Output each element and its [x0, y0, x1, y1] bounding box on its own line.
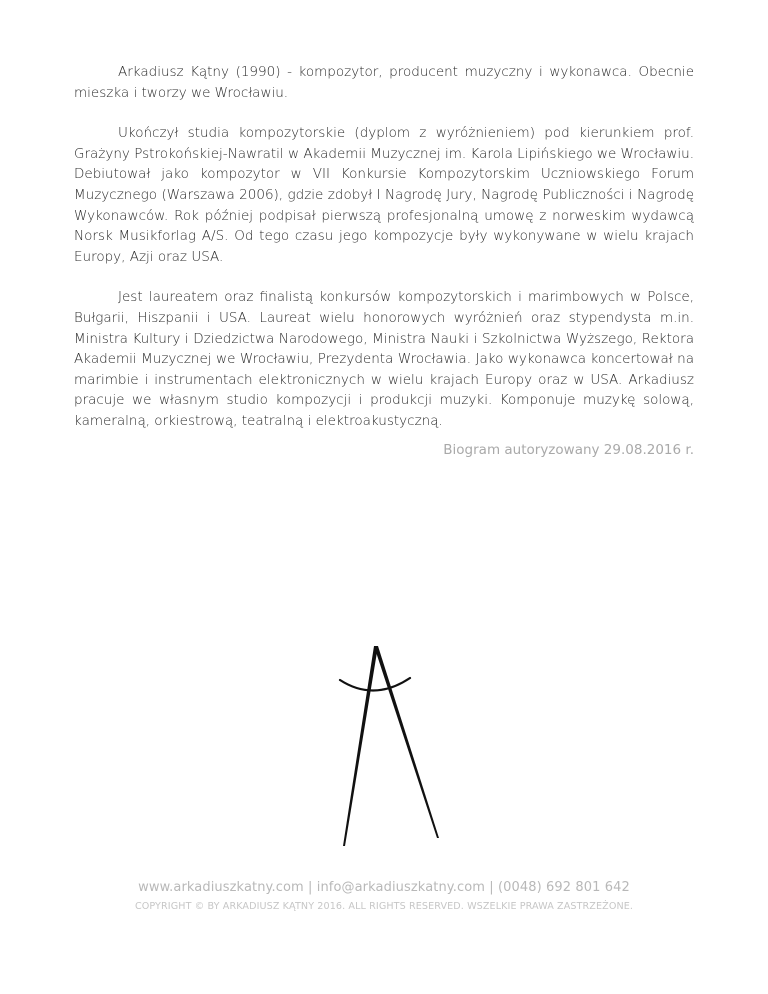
logo-arc-crossbar	[340, 678, 410, 691]
footer-copyright: COPYRIGHT © BY ARKADIUSZ KĄTNY 2016. ALL RIGHTS RESERVED. WSZELKIE PRAWA ZASTRZEŻONE.	[134, 901, 634, 912]
bio-paragraph-education: Ukończył studia kompozytorskie (dyplom z wyróżnieniem) pod kierunkiem prof. Grażyny Pstrokońskiej-Nawratil w Akademii Muzycznej im. Karola Lipińskiego we Wrocławiu. Debiutował jako kompozytor w VII Konkursie Kompozytorskim Uczniowskiego Forum Muzycznego (Warszawa 2006), gdzie zdobył I Nagrodę Jury, Nagrodę Publiczności i Nagrodę Wykonawców. Rok później podpisał pierwszą profesjonalną umowę z norweskim wydawcą Norsk Musikforlag A/S. Od tego czasu jego kompozycje były wykonywane w wielu krajach Europy, Azji oraz USA.	[74, 125, 694, 265]
bio-paragraph-intro: Arkadiusz Kątny (1990) - kompozytor, producent muzyczny i wykonawca. Obecnie mieszka i tworzy we Wrocławiu.	[74, 64, 694, 101]
biography-signature: Biogram autoryzowany 29.08.2016 r.	[443, 441, 694, 458]
logo-left-leg	[343, 646, 378, 846]
biography-section	[74, 62, 694, 460]
bio-paragraph-awards: Jest laureatem oraz finalistą konkursów kompozytorskich i marimbowych w Polsce, Bułgarii, Hiszpanii i USA. Laureat wielu honorowych wyróżnień oraz stypendysta m.in. Ministra Kultury i Dziedzictwa Narodowego, Ministra Nauki i Szkolnictwa Wyższego, Rektora Akademii Muzycznej we Wrocławiu, Prezydenta Wrocławia. Jako wykonawca koncertował na marimbie i instrumentach elektronicznych w wielu krajach Europy oraz w USA. Arkadiusz pracuje we własnym studio kompozycji i produkcji muzyki. Komponuje muzykę solową, kameralną, orkiestrową, teatralną i elektroakustyczną.	[74, 289, 694, 429]
logo-right-leg	[374, 646, 439, 838]
footer-contact: www.arkadiuszkatny.com | info@arkadiuszkatny.com | (0048) 692 801 642	[138, 880, 630, 895]
compass-a-monogram-icon	[330, 640, 440, 852]
